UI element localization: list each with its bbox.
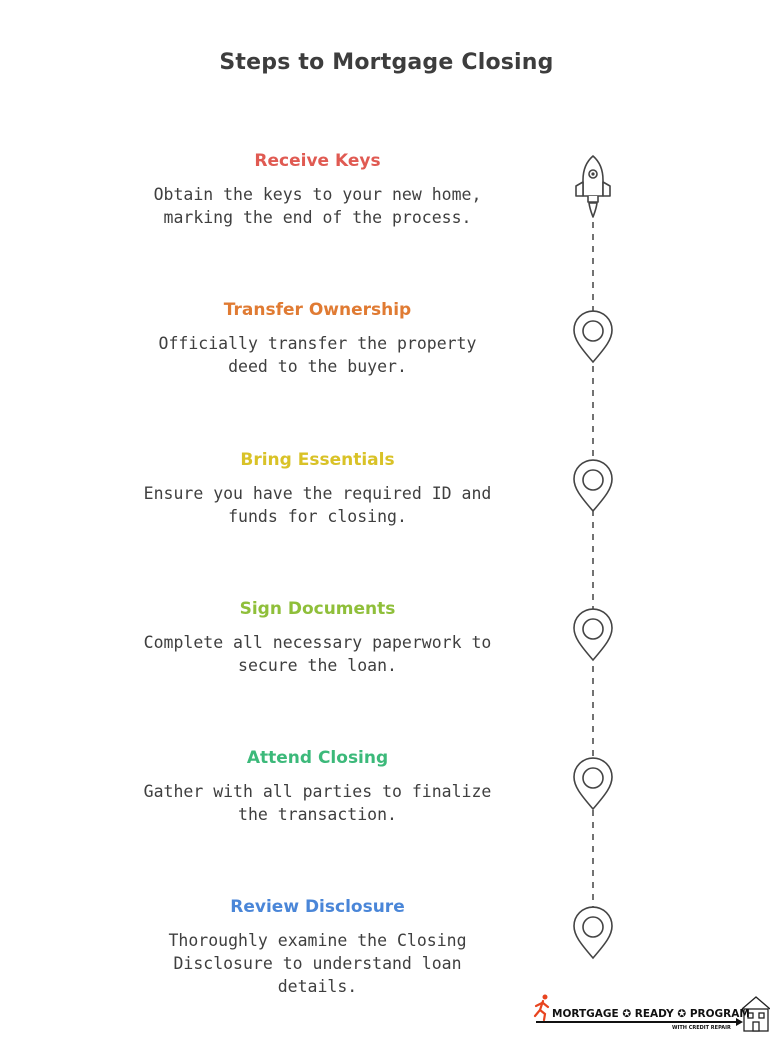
runner-icon [535,995,548,1021]
map-pin-icon [574,311,612,362]
step-sign-documents [140,599,495,677]
step-title: Transfer Ownership [223,300,412,320]
map-pin-icon [574,758,612,809]
map-pin-icon [574,609,612,660]
step-transfer-ownership [140,300,495,378]
step-review-disclosure [140,897,495,998]
logo-subtext: WITH CREDIT REPAIR [672,1025,731,1031]
step-description: Complete all necessary paperwork to secure the loan. [143,633,492,675]
logo-text: MORTGAGE ✪ READY ✪ PROGRAM [552,1008,750,1020]
page-title: Steps to Mortgage Closing [219,50,554,75]
step-description: Officially transfer the property deed to the buyer. [158,334,477,376]
rocket-icon [576,156,610,217]
step-description: Gather with all parties to finalize the transaction. [143,782,492,824]
step-title: Review Disclosure [230,897,405,917]
step-receive-keys [140,151,495,229]
brand-logo [530,992,770,1038]
step-title: Attend Closing [246,748,389,768]
map-pin-icon [574,460,612,511]
map-pin-icon [574,907,612,958]
step-description: Thoroughly examine the Closing Disclosure to understand loan details. [168,931,467,996]
step-attend-closing [140,748,495,826]
step-title: Receive Keys [254,151,381,171]
step-description: Ensure you have the required ID and funds for closing. [143,484,492,526]
step-title: Bring Essentials [240,450,395,470]
step-bring-essentials [140,450,495,528]
step-description: Obtain the keys to your new home, marking the end of the process. [153,185,482,227]
step-title: Sign Documents [239,599,396,619]
